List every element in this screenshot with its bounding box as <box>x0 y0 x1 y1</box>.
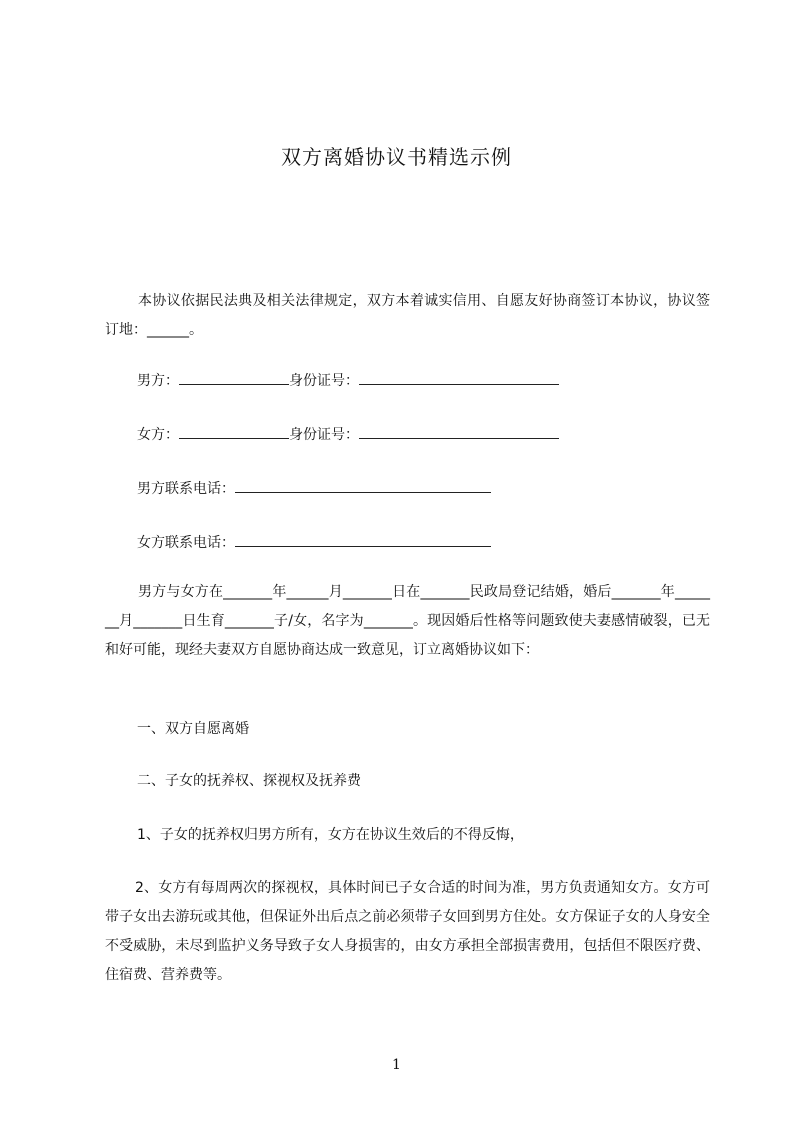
section-1-heading: 一、双方自愿离婚 <box>137 721 249 737</box>
marriage-paragraph: 男方与女方在_______年______月_______日在_______民政局登记结婚，婚后_______年_______月_______日生育_______子/女，名字为_______。现因婚后性格等问题致使夫妻感情破裂，已无和好可能，现经夫妻双方自愿协商达成一致意见，订立离婚协议如下： <box>105 584 710 658</box>
page-number: 1 <box>392 1057 401 1073</box>
husband-id-label: 身份证号： <box>289 373 359 389</box>
wife-label: 女方： <box>137 427 179 443</box>
document-title: 双方离婚协议书精选示例 <box>281 145 512 169</box>
clause-1: 1、子女的抚养权归男方所有，女方在协议生效后的不得反悔， <box>137 827 524 843</box>
wife-phone-label: 女方联系电话： <box>137 535 235 551</box>
wife-id-line <box>137 424 559 446</box>
husband-label: 男方： <box>137 373 179 389</box>
wife-id-label: 身份证号： <box>289 427 359 443</box>
husband-phone-blank <box>235 478 491 493</box>
wife-id-blank <box>359 424 559 439</box>
section-2-heading: 二、子女的抚养权、探视权及抚养费 <box>137 773 361 789</box>
intro-paragraph: 本协议依据民法典及相关法律规定，双方本着诚实信用、自愿友好协商签订本协议，协议签订地：______。 <box>105 293 710 338</box>
husband-phone-line <box>137 478 491 500</box>
wife-phone-blank <box>235 532 491 547</box>
husband-id-blank <box>359 370 559 385</box>
wife-phone-line <box>137 532 491 554</box>
husband-id-line <box>137 370 559 392</box>
wife-name-blank <box>179 424 289 439</box>
husband-name-blank <box>179 370 289 385</box>
husband-phone-label: 男方联系电话： <box>137 481 235 497</box>
clause-2: 2、女方有每周两次的探视权，具体时间已子女合适的时间为准，男方负责通知女方。女方可带子女出去游玩或其他，但保证外出后点之前必须带子女回到男方住处。女方保证子女的人身安全不受威胁，未尽到监护义务导致子女人身损害的，由女方承担全部损害费用，包括但不限医疗费、住宿费、营养费等。 <box>105 880 710 983</box>
